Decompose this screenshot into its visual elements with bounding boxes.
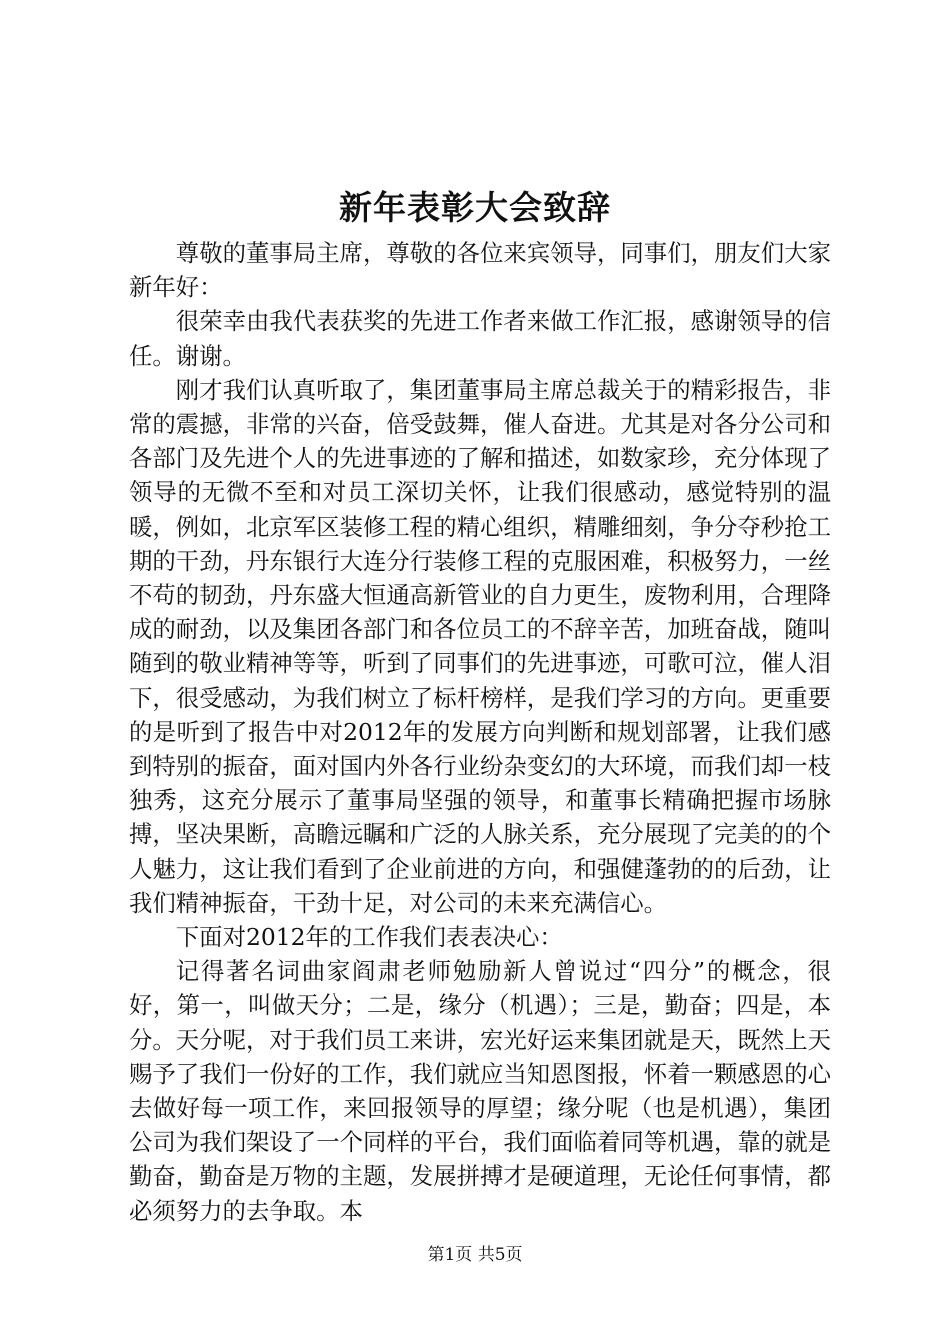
paragraph-thanks: 很荣幸由我代表获奖的先进工作者来做工作汇报，感谢领导的信任。谢谢。: [129, 307, 831, 370]
document-body: [129, 236, 831, 1228]
paragraph-greeting: 尊敬的董事局主席，尊敬的各位来宾领导，同事们，朋友们大家新年好：: [129, 239, 831, 302]
page-indicator: 第1页 共5页: [427, 1245, 523, 1265]
paragraph-report-response: 刚才我们认真听取了，集团董事局主席总裁关于的精彩报告，非常的震撼，非常的兴奋，倍受鼓舞，催人奋进。尤其是对各分公司和各部门及先进个人的先进事迹的了解和描述，如数家珍，充分体现了领导的无微不至和对员工深切关怀，让我们很感动，感觉特别的温暖，例如，北京军区装修工程的精心组织，精雕细刻，争分夺秒抢工期的干劲，丹东银行大连分行装修工程的克服困难，积极努力，一丝不苟的韧劲，丹东盛大恒通高新管业的自力更生，废物利用，合理降成的耐劲，以及集团各部门和各位员工的不辞辛苦，加班奋战，随叫随到的敬业精神等等，听到了同事们的先进事迹，可歌可泣，催人泪下，很受感动，为我们树立了标杆榜样，是我们学习的方向。更重要的是听到了报告中对2012年的发展方向判断和规划部署，让我们感到特别的振奋，面对国内外各行业纷杂变幻的大环境，而我们却一枝独秀，这充分展示了董事局坚强的领导，和董事长精确把握市场脉搏，坚决果断，高瞻远瞩和广泛的人脉关系，充分展现了完美的的个人魅力，这让我们看到了企业前进的方向，和强健蓬勃的的后劲，让我们精神振奋，干劲十足，对公司的未来充满信心。: [129, 375, 831, 917]
paragraph-four-fen: 记得著名词曲家阎肃老师勉励新人曾说过“四分”的概念，很好，第一，叫做天分；二是，缘分（机遇）；三是，勤奋；四是，本分。天分呢，对于我们员工来讲，宏光好运来集团就是天，既然上天赐予了我们一份好的工作，我们就应当知恩图报，怀着一颗感恩的心去做好每一项工作，来回报领导的厚望；缘分呢（也是机遇），集团公司为我们架设了一个同样的平台，我们面临着同等机遇，靠的就是勤奋，勤奋是万物的主题，发展拼搏才是硬道理，无论任何事情，都必须努力的去争取。本: [129, 957, 831, 1225]
document-title: 新年表彰大会致辞: [339, 188, 611, 227]
paragraph-resolution-intro: 下面对2012年的工作我们表表决心：: [175, 923, 563, 952]
